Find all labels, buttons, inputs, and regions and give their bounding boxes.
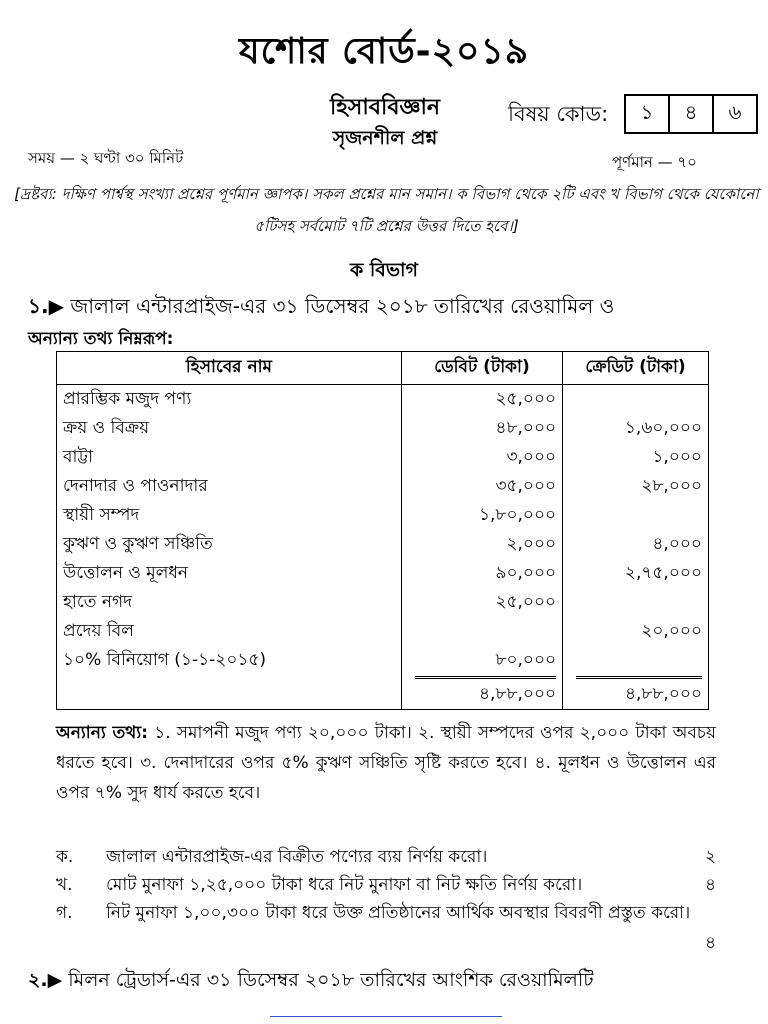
other-information	[56, 718, 716, 808]
credit-cell	[563, 385, 709, 415]
column-header: হিসাবের নাম	[57, 352, 402, 385]
table-row	[57, 472, 709, 501]
other-info-label: অন্যান্য তথ্য:	[56, 723, 148, 743]
sub-question-marks: ৪	[704, 933, 716, 953]
code-digit: ৪	[668, 96, 712, 132]
account-name-cell: বাট্টা	[57, 443, 402, 472]
account-name-cell: ১০% বিনিয়োগ (১-১-২০১৫)	[57, 646, 402, 675]
sub-question-label: খ.	[56, 875, 73, 895]
table-row	[57, 385, 709, 415]
account-name-cell: প্রারম্ভিক মজুদ পণ্য	[57, 385, 402, 415]
account-name-cell: দেনাদার ও পাওনাদার	[57, 472, 402, 501]
sub-question-marks: ৪	[704, 875, 716, 895]
question-1-intro	[28, 292, 614, 325]
total-value: ৪,৮৮,০০০	[576, 676, 702, 709]
other-info-text: ১. সমাপনী মজুদ পণ্য ২০,০০০ টাকা। ২. স্থায়ী সম্পদের ওপর ২,০০০ টাকা অবচয় ধরতে হবে। ৩. দেনাদারের ওপর ৫% কুঋণ সঞ্চিতি সৃষ্টি করতে হবে। ৪. মূলধন ও উত্তোলন এর ওপর ৭% সুদ ধার্য করতে হবে।	[56, 723, 717, 803]
sub-question	[56, 898, 716, 958]
column-header: ক্রেডিট (টাকা)	[563, 352, 709, 385]
code-digit: ১	[640, 99, 654, 124]
code-digit: ৬	[712, 96, 756, 132]
account-name-cell: প্রদেয় বিল	[57, 617, 402, 646]
question-text: জালাল এন্টারপ্রাইজ-এর ৩১ ডিসেম্বর ২০১৮ তারিখের রেওয়ামিল ও	[70, 294, 615, 318]
debit-cell: ৩,০০০	[401, 443, 562, 472]
sub-question-label: ক.	[56, 847, 74, 867]
table-row	[57, 588, 709, 617]
sub-question	[56, 870, 716, 900]
debit-cell: ৩৫,০০০	[401, 472, 562, 501]
subject-title: হিসাববিজ্ঞান	[329, 95, 441, 120]
account-name-cell: উত্তোলন ও মূলধন	[57, 559, 402, 588]
account-name-cell: কুঋণ ও কুঋণ সঞ্চিতি	[57, 530, 402, 559]
credit-cell: ১,৬০,০০০	[563, 414, 709, 443]
column-header: ডেবিট (টাকা)	[401, 352, 562, 385]
exam-time: সময় — ২ ঘণ্টা ৩০ মিনিট	[28, 149, 184, 167]
debit-cell: ২,০০০	[401, 530, 562, 559]
table-row	[57, 559, 709, 588]
question-text: মিলন ট্রেডার্স-এর ৩১ ডিসেম্বর ২০১৮ তারিখের আংশিক রেওয়ামিলটি	[68, 969, 594, 991]
question-1-intro-cont: অন্যান্য তথ্য নিম্নরূপ:	[28, 329, 174, 349]
board-title: যশোর বোর্ড-২০১৯	[238, 31, 530, 72]
table-row	[57, 414, 709, 443]
full-marks: পূর্ণমান — ৭০	[612, 153, 697, 171]
sub-question	[56, 842, 716, 872]
account-name-cell: হাতে নগদ	[57, 588, 402, 617]
subject-code-boxes	[624, 94, 758, 134]
debit-total-cell	[401, 675, 562, 710]
table-row	[57, 530, 709, 559]
subject-code-label: বিষয় কোড:	[508, 102, 609, 126]
table-row	[57, 617, 709, 646]
account-name-cell: ক্রয় ও বিক্রয়	[57, 414, 402, 443]
credit-cell: ২,৭৫,০০০	[563, 559, 709, 588]
total-label-cell	[57, 675, 402, 710]
table-header-row	[57, 352, 709, 385]
total-row	[57, 675, 709, 710]
credit-cell	[563, 588, 709, 617]
total-value: ৪,৮৮,০০০	[415, 676, 556, 709]
question-2-intro	[28, 966, 594, 998]
credit-cell: ১,০০০	[563, 443, 709, 472]
credit-cell: ২৮,০০০	[563, 472, 709, 501]
table-row	[57, 646, 709, 675]
sub-question-label: গ.	[56, 903, 73, 923]
footer-link-underline[interactable]	[270, 1016, 502, 1017]
credit-cell: ২০,০০০	[563, 617, 709, 646]
debit-cell	[401, 617, 562, 646]
instruction-note: [দ্রষ্টব্য: দক্ষিণ পার্শ্বস্থ সংখ্যা প্রশ্নের পূর্ণমান জ্ঞাপক। সকল প্রশ্নের মান সমান। ক বিভাগ থেকে ২টি এবং খ বিভাগ থেকে যেকোনো ৫টিসহ সর্বমোট ৭টি প্রশ্নের উত্তর দিতে হবে।]	[14, 185, 759, 235]
sub-question-text: মোট মুনাফা ১,২৫,০০০ টাকা ধরে নিট মুনাফা বা নিট ক্ষতি নির্ণয় করো।	[106, 875, 583, 895]
trial-balance-table	[56, 351, 709, 710]
debit-cell: ৪৮,০০০	[401, 414, 562, 443]
debit-cell: ১,৮০,০০০	[401, 501, 562, 530]
question-number: ২.▶	[28, 969, 63, 991]
debit-cell: ২৫,০০০	[401, 588, 562, 617]
debit-cell: ৯০,০০০	[401, 559, 562, 588]
credit-total-cell	[563, 675, 709, 710]
paper-type: সৃজনশীল প্রশ্ন	[332, 127, 438, 149]
sub-question-text: নিট মুনাফা ১,০০,৩০০ টাকা ধরে উক্ত প্রতিষ্ঠানের আর্থিক অবস্থার বিবরণী প্রস্তুত করো।	[106, 903, 691, 923]
sub-question-text: জালাল এন্টারপ্রাইজ-এর বিক্রীত পণ্যের ব্যয় নির্ণয় করো।	[106, 847, 488, 867]
credit-cell	[563, 646, 709, 675]
section-heading: ক বিভাগ	[349, 259, 419, 281]
question-number: ১.▶	[28, 294, 64, 318]
account-name-cell: স্থায়ী সম্পদ	[57, 501, 402, 530]
table-row	[57, 443, 709, 472]
sub-question-marks: ২	[704, 847, 716, 867]
debit-cell: ৮০,০০০	[401, 646, 562, 675]
table-row	[57, 501, 709, 530]
credit-cell: ৪,০০০	[563, 530, 709, 559]
debit-cell: ২৫,০০০	[401, 385, 562, 415]
credit-cell	[563, 501, 709, 530]
